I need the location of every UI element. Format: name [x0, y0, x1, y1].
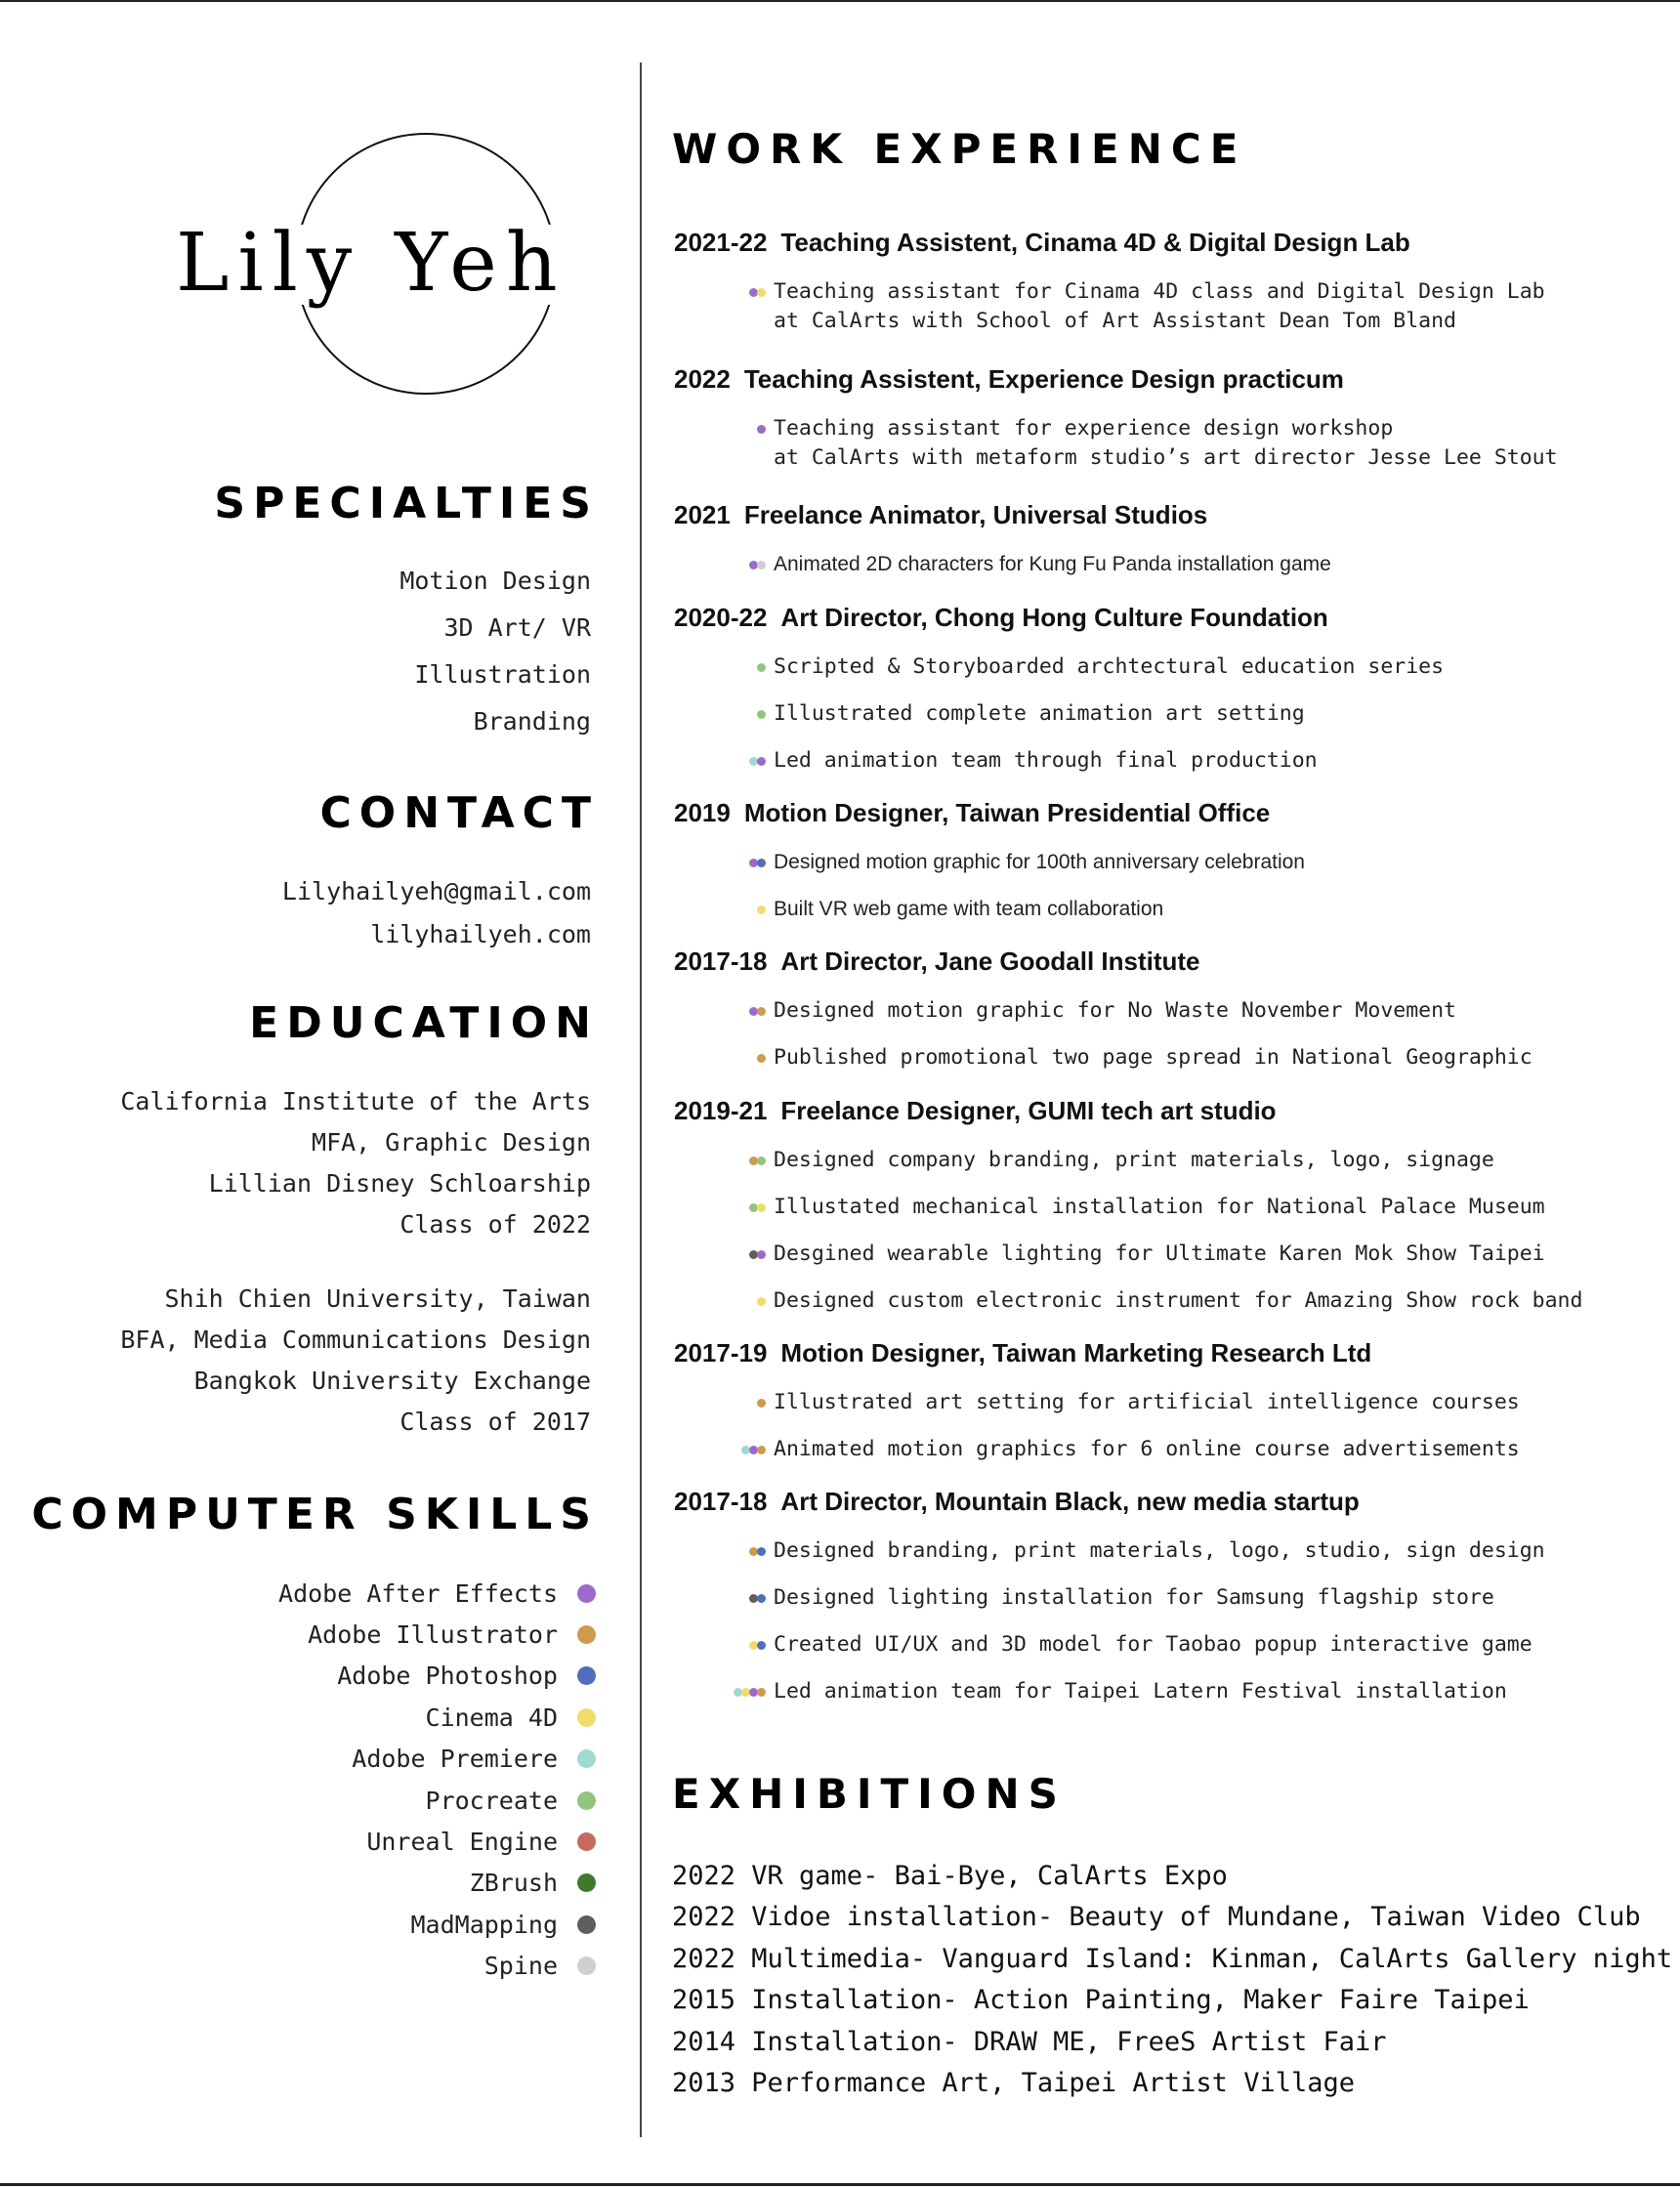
skill-color-dot-icon [577, 1957, 596, 1975]
skill-dot-icon [757, 1157, 766, 1165]
job-role: Teaching Assistent, Experience Design practicum [743, 364, 1344, 394]
skill-dots-icon [723, 1536, 774, 1566]
work-experience-heading: WORK EXPERIENCE [672, 125, 1247, 173]
school-name: California Institute of the Arts [120, 1087, 591, 1115]
bullet-text [774, 550, 1331, 579]
skill-color-dot-icon [577, 1832, 596, 1851]
column-divider [640, 63, 642, 2137]
skill-dot-icon [757, 1054, 766, 1063]
bullet-line: Built VR web game with team collaboration [774, 898, 1164, 920]
skill-dot-icon [757, 710, 766, 719]
job-bullet [723, 1388, 1520, 1417]
bullet-text [774, 1630, 1533, 1660]
class-year: Class of 2017 [399, 1408, 591, 1436]
skill-label: Adobe Illustrator [308, 1620, 558, 1650]
job-year: 2017-18 [674, 1487, 768, 1516]
skill-dots-icon [723, 895, 774, 924]
exhibition-item: 2015 Installation- Action Painting, Maker Faire Taipei [672, 1985, 1530, 2016]
job-title [674, 364, 1344, 395]
top-border [0, 0, 1680, 2]
job-year: 2021 [674, 500, 731, 529]
job-year: 2021-22 [674, 228, 768, 257]
skill-dots-icon [723, 1286, 774, 1316]
job-bullet [723, 1146, 1494, 1175]
skill-dot-icon [757, 1547, 766, 1556]
job-bullet [723, 1536, 1545, 1566]
job-title [674, 798, 1270, 828]
exhibitions-heading: EXHIBITIONS [672, 1770, 1067, 1818]
skill-item [278, 1697, 596, 1738]
bullet-text [774, 277, 1545, 336]
skill-color-dot-icon [577, 1708, 596, 1727]
skill-dots-icon [723, 414, 774, 443]
specialty-item: Motion Design [399, 567, 591, 595]
bullet-text [774, 1435, 1520, 1464]
skill-dot-icon [757, 1297, 766, 1306]
job-role: Motion Designer, Taiwan Presidential Office [743, 798, 1271, 827]
skill-item [278, 1904, 596, 1945]
scholarship: Lillian Disney Schloarship [208, 1169, 591, 1198]
skill-color-dot-icon [577, 1915, 596, 1934]
job-bullet [723, 848, 1305, 877]
skill-color-dot-icon [577, 1584, 596, 1603]
skill-dot-icon [757, 1446, 766, 1454]
job-title [674, 500, 1207, 530]
specialty-item: 3D Art/ VR [443, 613, 591, 642]
skill-color-dot-icon [577, 1873, 596, 1892]
job-bullet [723, 746, 1318, 776]
bullet-text [774, 746, 1318, 776]
job-year: 2017-18 [674, 947, 768, 976]
name-logo: Lily Yeh [176, 217, 567, 310]
skill-dots-icon [723, 1146, 774, 1175]
job-bullet [723, 996, 1456, 1026]
job-role: Motion Designer, Taiwan Marketing Research Ltd [780, 1338, 1372, 1368]
bullet-line: Illustrated art setting for artificial intelligence courses [774, 1390, 1520, 1414]
job-role: Teaching Assistent, Cinama 4D & Digital Design Lab [780, 228, 1410, 257]
skill-dots-icon [723, 1583, 774, 1613]
skill-dot-icon [757, 1594, 766, 1603]
job-bullet [723, 1043, 1533, 1073]
bullet-line: at CalArts with School of Art Assistant Dean Tom Bland [774, 309, 1456, 333]
bullet-text [774, 1536, 1545, 1566]
skill-dot-icon [757, 663, 766, 672]
job-title [674, 603, 1328, 633]
job-year: 2022 [674, 364, 731, 394]
job-bullet [723, 1240, 1545, 1269]
bullet-line: Illustrated complete animation art setting [774, 701, 1305, 726]
job-role: Art Director, Chong Hong Culture Foundation [780, 603, 1328, 632]
skill-dot-icon [757, 1007, 766, 1016]
job-title [674, 1338, 1371, 1368]
skill-label: Spine [483, 1952, 558, 1981]
skill-dots-icon [723, 550, 774, 579]
school-name: Shih Chien University, Taiwan [164, 1284, 591, 1313]
bullet-line: Illustated mechanical installation for National Palace Museum [774, 1195, 1545, 1219]
degree: BFA, Media Communications Design [120, 1325, 591, 1354]
specialty-item: Illustration [414, 660, 591, 689]
bullet-text [774, 652, 1444, 682]
computer-skills-heading: COMPUTER SKILLS [31, 1490, 599, 1539]
education-heading: EDUCATION [249, 998, 599, 1048]
job-bullet [723, 1193, 1545, 1222]
skill-dots-icon [723, 1043, 774, 1073]
skill-dot-icon [757, 1203, 766, 1212]
skill-item [278, 1614, 596, 1655]
bullet-line: Scripted & Storyboarded archtectural education series [774, 654, 1445, 679]
bullet-text [774, 1193, 1545, 1222]
exhibition-item: 2022 Vidoe installation- Beauty of Mundane, Taiwan Video Club [672, 1902, 1641, 1933]
skill-dots-icon [723, 652, 774, 682]
bullet-text [774, 1677, 1507, 1706]
skill-label: Procreate [425, 1786, 558, 1815]
contact-list [282, 870, 591, 956]
specialties-heading: SPECIALTIES [214, 479, 599, 528]
skill-dots-icon [723, 1677, 774, 1706]
skill-dot-icon [757, 757, 766, 766]
skill-dot-icon [757, 425, 766, 434]
bullet-text [774, 895, 1163, 924]
skill-dots-icon [723, 1388, 774, 1417]
skill-dot-icon [757, 288, 766, 297]
email-link[interactable]: Lilyhailyeh@gmail.com [281, 877, 591, 905]
bullet-line: Designed lighting installation for Samsung flagship store [774, 1585, 1494, 1610]
bullet-line: Teaching assistant for experience design workshop [774, 416, 1394, 441]
job-title [674, 1096, 1277, 1126]
degree: MFA, Graphic Design [312, 1128, 591, 1157]
bullet-text [774, 1146, 1494, 1175]
job-bullet [723, 277, 1545, 336]
bullet-line: Animated motion graphics for 6 online course advertisements [774, 1437, 1520, 1461]
bullet-text [774, 1388, 1520, 1417]
skill-label: Unreal Engine [366, 1828, 558, 1857]
skill-label: Adobe Photoshop [337, 1662, 558, 1691]
job-bullet [723, 550, 1331, 579]
class-year: Class of 2022 [399, 1210, 591, 1239]
education-school-1 [120, 1081, 591, 1245]
skill-dots-icon [723, 996, 774, 1026]
skill-dots-icon [723, 1193, 774, 1222]
skill-color-dot-icon [577, 1666, 596, 1685]
skill-dots-icon [723, 1435, 774, 1464]
specialties-list [399, 558, 591, 745]
skill-item [278, 1780, 596, 1821]
skill-dots-icon [723, 277, 774, 307]
bullet-line: Designed company branding, print materials, logo, signage [774, 1148, 1494, 1172]
bullet-text [774, 414, 1558, 473]
skill-label: Adobe Premiere [352, 1745, 558, 1774]
exhibition-item: 2022 VR game- Bai-Bye, CalArts Expo [672, 1861, 1228, 1891]
website-link[interactable]: lilyhailyeh.com [370, 920, 591, 948]
skills-list [278, 1573, 596, 1987]
skill-dots-icon [723, 699, 774, 729]
job-year: 2019 [674, 798, 731, 827]
job-year: 2017-19 [674, 1338, 768, 1368]
skill-dot-icon [757, 1399, 766, 1408]
bullet-line: Desgined wearable lighting for Ultimate Karen Mok Show Taipei [774, 1241, 1545, 1266]
skill-item [278, 1821, 596, 1862]
job-year: 2020-22 [674, 603, 768, 632]
bullet-text [774, 1583, 1494, 1613]
contact-heading: CONTACT [319, 788, 599, 838]
job-bullet [723, 414, 1558, 473]
job-bullet [723, 699, 1305, 729]
job-bullet [723, 1630, 1533, 1660]
job-bullet [723, 652, 1444, 682]
job-role: Art Director, Jane Goodall Institute [780, 947, 1200, 976]
skill-dot-icon [757, 905, 766, 914]
bottom-border [0, 2183, 1680, 2186]
job-role: Freelance Designer, GUMI tech art studio [780, 1096, 1277, 1125]
skill-label: ZBrush [469, 1869, 558, 1898]
job-bullet [723, 1286, 1582, 1316]
bullet-text [774, 848, 1305, 877]
job-year: 2019-21 [674, 1096, 768, 1125]
exhibitions-list [672, 1856, 1672, 2104]
bullet-line: Animated 2D characters for Kung Fu Panda installation game [774, 553, 1331, 575]
job-bullet [723, 895, 1163, 924]
skill-item [278, 1739, 596, 1780]
skill-dot-icon [757, 859, 766, 867]
skill-label: MadMapping [410, 1910, 558, 1939]
skill-color-dot-icon [577, 1625, 596, 1644]
exhibition-item: 2013 Performance Art, Taipei Artist Village [672, 2067, 1355, 2098]
skill-dots-icon [723, 1630, 774, 1660]
skill-item [278, 1946, 596, 1987]
bullet-text [774, 1240, 1545, 1269]
skill-dot-icon [757, 1688, 766, 1697]
job-role: Freelance Animator, Universal Studios [743, 500, 1208, 529]
skill-color-dot-icon [577, 1749, 596, 1768]
job-title [674, 947, 1200, 977]
job-bullet [723, 1435, 1520, 1464]
bullet-text [774, 1286, 1582, 1316]
skill-item [278, 1863, 596, 1904]
skill-dots-icon [723, 848, 774, 877]
skill-item [278, 1656, 596, 1697]
bullet-line: Led animation team through final production [774, 748, 1318, 773]
job-title [674, 228, 1410, 258]
bullet-line: Designed motion graphic for No Waste November Movement [774, 998, 1456, 1023]
bullet-line: Designed branding, print materials, logo, studio, sign design [774, 1538, 1545, 1563]
skill-dot-icon [757, 1641, 766, 1650]
bullet-line: at CalArts with metaform studio’s art director Jesse Lee Stout [774, 445, 1558, 470]
bullet-line: Created UI/UX and 3D model for Taobao popup interactive game [774, 1632, 1533, 1657]
bullet-text [774, 996, 1456, 1026]
skill-dots-icon [723, 1240, 774, 1269]
bullet-line: Designed motion graphic for 100th anniversary celebration [774, 851, 1305, 873]
skill-dot-icon [757, 1250, 766, 1259]
skill-dots-icon [723, 746, 774, 776]
bullet-line: Designed custom electronic instrument for Amazing Show rock band [774, 1288, 1583, 1313]
skill-dot-icon [757, 561, 766, 569]
skill-item [278, 1573, 596, 1614]
skill-label: Adobe After Effects [278, 1578, 558, 1608]
bullet-line: Led animation team for Taipei Latern Festival installation [774, 1679, 1507, 1704]
job-bullet [723, 1677, 1507, 1706]
bullet-line: Teaching assistant for Cinama 4D class and Digital Design Lab [774, 279, 1545, 304]
job-title [674, 1487, 1360, 1517]
exchange: Bangkok University Exchange [193, 1367, 591, 1395]
bullet-line: Published promotional two page spread in National Geographic [774, 1045, 1533, 1070]
job-role: Art Director, Mountain Black, new media startup [780, 1487, 1360, 1516]
skill-label: Cinema 4D [425, 1703, 558, 1732]
skill-color-dot-icon [577, 1791, 596, 1810]
exhibition-item: 2014 Installation- DRAW ME, FreeS Artist Fair [672, 2026, 1387, 2057]
exhibition-item: 2022 Multimedia- Vanguard Island: Kinman, CalArts Gallery night [672, 1943, 1673, 1974]
bullet-text [774, 1043, 1533, 1073]
education-school-2 [120, 1279, 591, 1443]
specialty-item: Branding [473, 707, 591, 736]
job-bullet [723, 1583, 1494, 1613]
bullet-text [774, 699, 1305, 729]
